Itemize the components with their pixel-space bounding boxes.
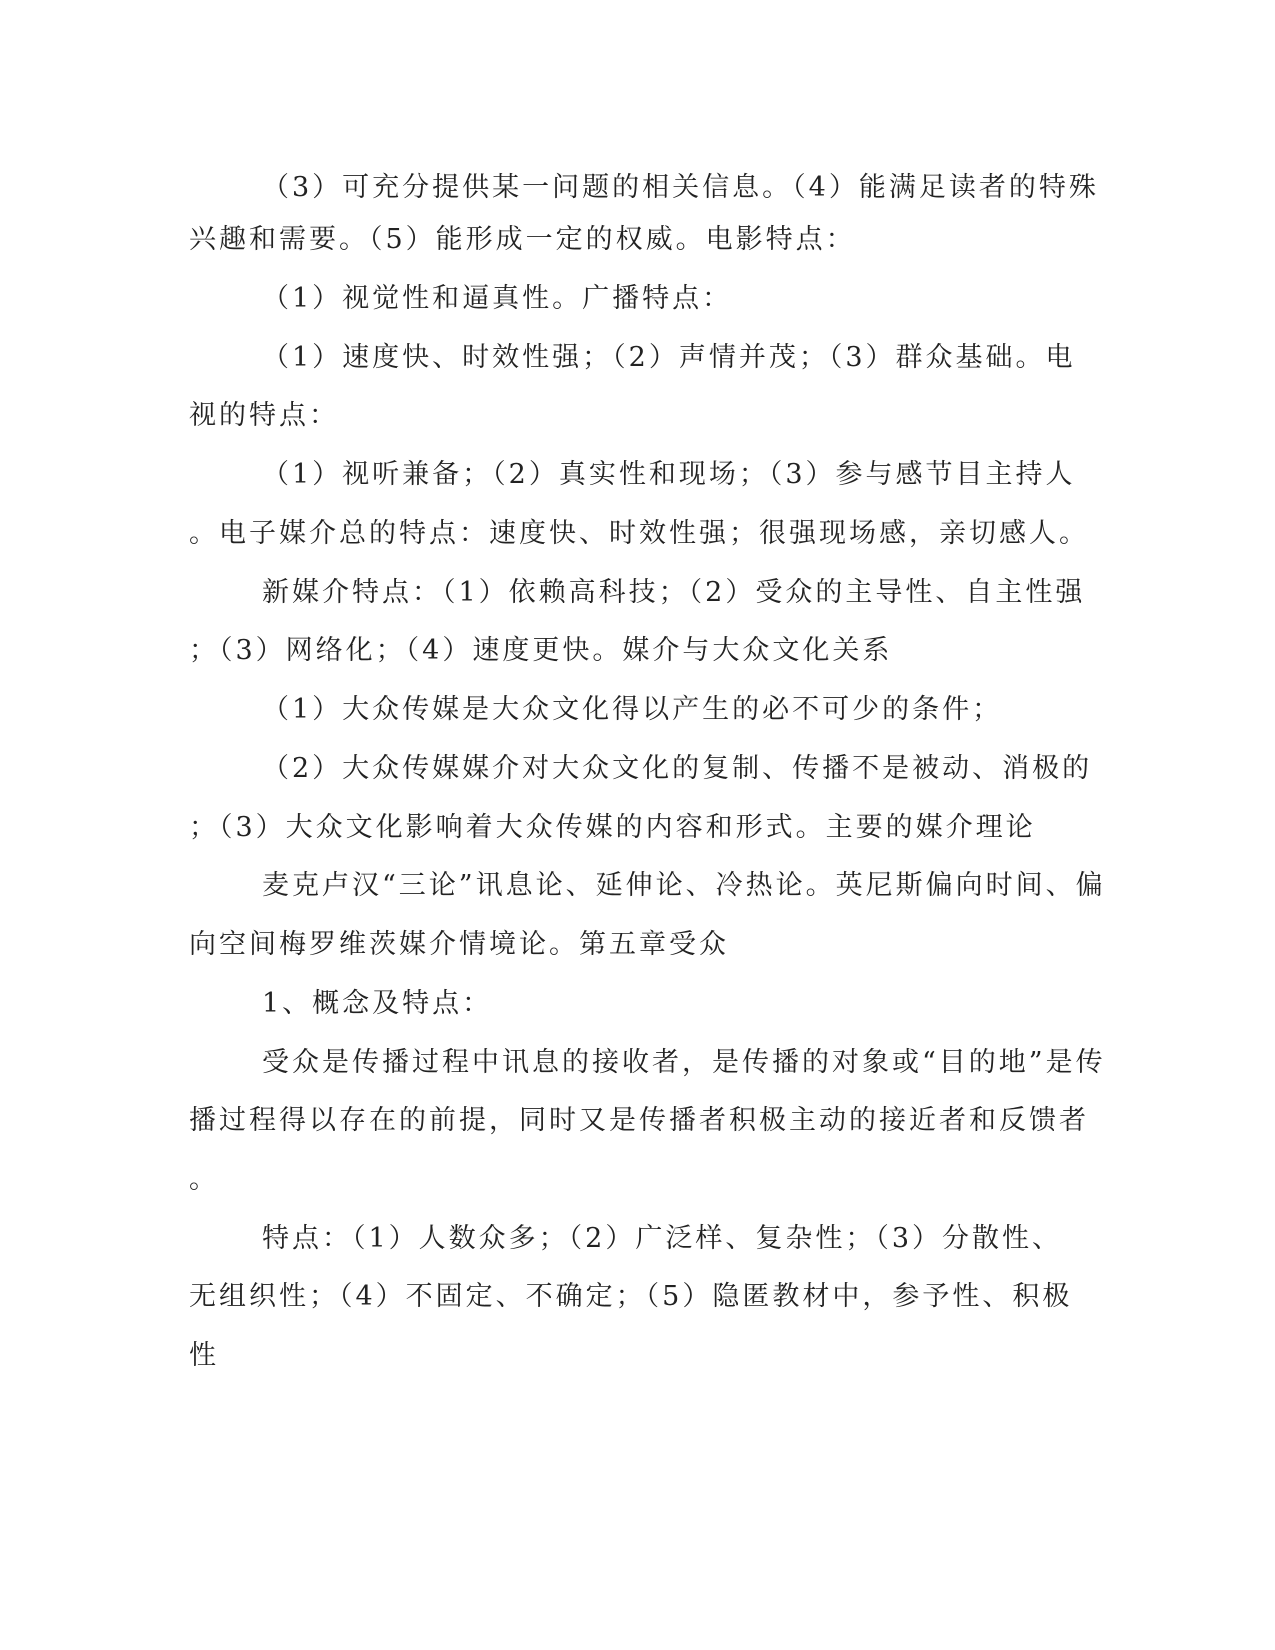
text-line: 性 (189, 1340, 219, 1371)
text-line: ；（3）大众文化影响着大众传媒的内容和形式。主要的媒介理论 (189, 812, 1036, 843)
text-line: （2）大众传媒媒介对大众文化的复制、传播不是被动、消极的 (262, 753, 1093, 784)
text-line: 新媒介特点：（1）依赖高科技；（2）受众的主导性、自主性强 (262, 577, 1086, 608)
section-heading: 1、概念及特点： (262, 988, 493, 1019)
text-line: 麦克卢汉“三论”讯息论、延伸论、冷热论。英尼斯偏向时间、偏 (262, 870, 1106, 901)
text-line: 。 (189, 1164, 219, 1195)
text-line: 。电子媒介总的特点：速度快、时效性强；很强现场感，亲切感人。 (189, 518, 1089, 549)
text-line: （1）速度快、时效性强；（2）声情并茂；（3）群众基础。电 (262, 342, 1076, 373)
text-line: 特点：（1）人数众多；（2）广泛样、复杂性；（3）分散性、 (262, 1223, 1063, 1254)
text-line: （3）可充分提供某一问题的相关信息。（4）能满足读者的特殊 (262, 172, 1099, 203)
text-line: ；（3）网络化；（4）速度更快。媒介与大众文化关系 (189, 635, 893, 666)
text-line: 视的特点： (189, 400, 339, 431)
text-line: 向空间梅罗维茨媒介情境论。第五章受众 (189, 929, 729, 960)
text-line: （1）视觉性和逼真性。广播特点： (262, 283, 733, 314)
text-line: 播过程得以存在的前提，同时又是传播者积极主动的接近者和反馈者 (189, 1105, 1089, 1136)
text-line: 受众是传播过程中讯息的接收者，是传播的对象或“目的地”是传 (262, 1047, 1106, 1078)
text-line: 无组织性；（4）不固定、不确定；（5）隐匿教材中，参予性、积极 (189, 1281, 1073, 1312)
text-line: 兴趣和需要。（5）能形成一定的权威。电影特点： (189, 224, 856, 255)
text-line: （1）视听兼备；（2）真实性和现场；（3）参与感节目主持人 (262, 459, 1076, 490)
text-line: （1）大众传媒是大众文化得以产生的必不可少的条件； (262, 694, 1003, 725)
